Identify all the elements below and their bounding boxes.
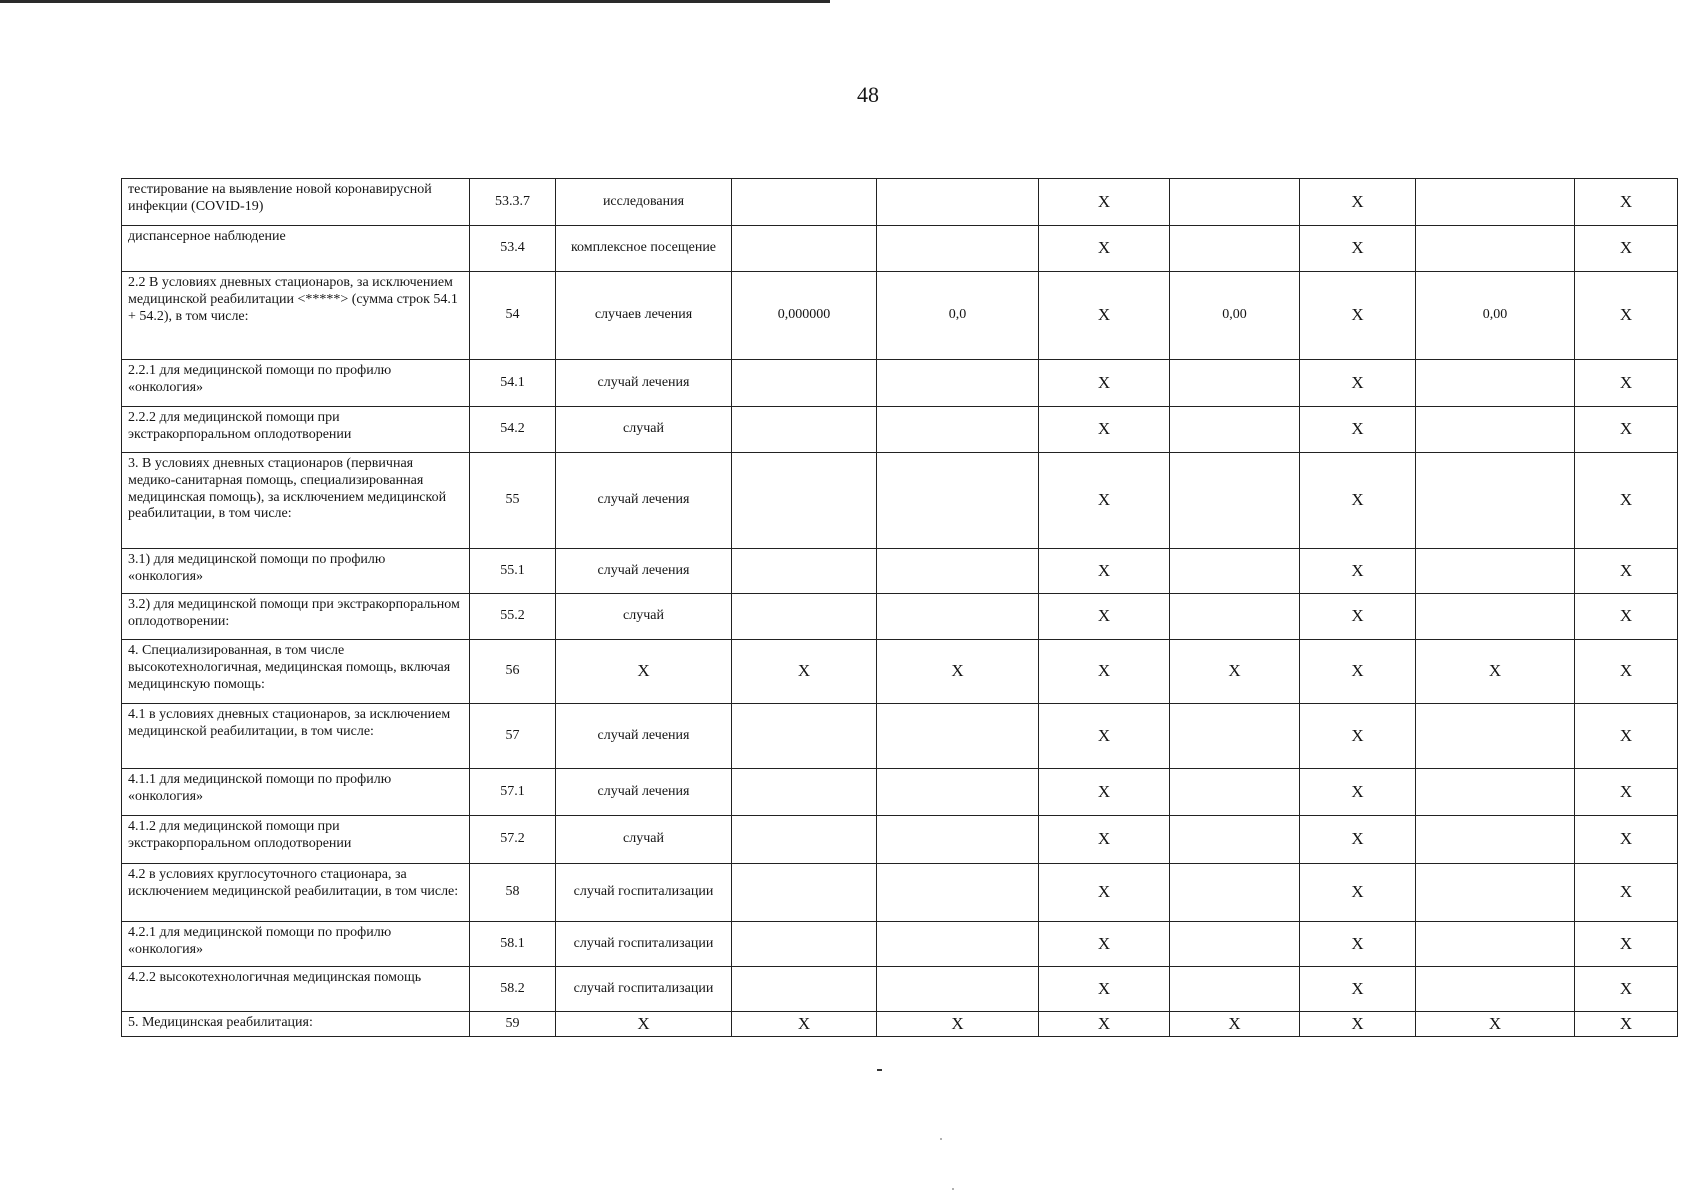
value-cell-c1 (732, 453, 877, 549)
unit-cell: случай госпитализации (556, 967, 732, 1012)
value-cell-c6 (1416, 816, 1575, 864)
value-cell-c5: X (1300, 640, 1416, 704)
row-number-cell: 57 (470, 704, 556, 769)
value-cell-c5: X (1300, 704, 1416, 769)
value-cell-c5: X (1300, 594, 1416, 640)
value-cell-c1 (732, 967, 877, 1012)
unit-cell: случай (556, 407, 732, 453)
row-name-cell: 4.2.1 для медицинской помощи по профилю «онкология» (122, 922, 470, 967)
row-name-cell: 2.2.2 для медицинской помощи при экстракорпоральном оплодотворении (122, 407, 470, 453)
value-cell-c6 (1416, 967, 1575, 1012)
value-cell-c5: X (1300, 549, 1416, 594)
value-cell-c5: X (1300, 967, 1416, 1012)
value-cell-c7: X (1575, 549, 1678, 594)
value-cell-c3: X (1039, 360, 1170, 407)
value-cell-c3: X (1039, 1012, 1170, 1037)
unit-cell: случай (556, 594, 732, 640)
row-name-cell: 5. Медицинская реабилитация: (122, 1012, 470, 1037)
value-cell-c3: X (1039, 816, 1170, 864)
value-cell-c3: X (1039, 272, 1170, 360)
value-cell-c4 (1170, 816, 1300, 864)
row-name-cell: 2.2 В условиях дневных стационаров, за исключением медицинской реабилитации <*****> (сумма строк 54.1 + 54.2), в том числе: (122, 272, 470, 360)
row-number-cell: 55.1 (470, 549, 556, 594)
value-cell-c1 (732, 864, 877, 922)
value-cell-c6 (1416, 549, 1575, 594)
row-number-cell: 57.2 (470, 816, 556, 864)
unit-cell: X (556, 640, 732, 704)
value-cell-c3: X (1039, 864, 1170, 922)
value-cell-c5: X (1300, 864, 1416, 922)
row-number-cell: 53.4 (470, 226, 556, 272)
value-cell-c5: X (1300, 453, 1416, 549)
value-cell-c4 (1170, 594, 1300, 640)
row-name-cell: 3.2) для медицинской помощи при экстракорпоральном оплодотворении: (122, 594, 470, 640)
value-cell-c6 (1416, 453, 1575, 549)
value-cell-c7: X (1575, 594, 1678, 640)
unit-cell: случаев лечения (556, 272, 732, 360)
table-row (122, 1012, 1678, 1037)
value-cell-c1 (732, 704, 877, 769)
value-cell-c4 (1170, 179, 1300, 226)
value-cell-c6: X (1416, 640, 1575, 704)
row-name-cell: 4.1.1 для медицинской помощи по профилю «онкология» (122, 769, 470, 816)
value-cell-c7: X (1575, 769, 1678, 816)
value-cell-c4: X (1170, 640, 1300, 704)
value-cell-c4 (1170, 769, 1300, 816)
table-row (122, 179, 1678, 226)
unit-cell: комплексное посещение (556, 226, 732, 272)
value-cell-c6 (1416, 594, 1575, 640)
value-cell-c7: X (1575, 864, 1678, 922)
value-cell-c7: X (1575, 179, 1678, 226)
row-name-cell: 3.1) для медицинской помощи по профилю «онкология» (122, 549, 470, 594)
value-cell-c5: X (1300, 769, 1416, 816)
value-cell-c4 (1170, 226, 1300, 272)
table-row (122, 594, 1678, 640)
value-cell-c3: X (1039, 704, 1170, 769)
value-cell-c1 (732, 549, 877, 594)
value-cell-c5: X (1300, 922, 1416, 967)
value-cell-c1 (732, 360, 877, 407)
value-cell-c4 (1170, 967, 1300, 1012)
value-cell-c6 (1416, 769, 1575, 816)
value-cell-c7: X (1575, 272, 1678, 360)
scan-dot (952, 1188, 954, 1190)
value-cell-c2 (877, 226, 1039, 272)
value-cell-c2: X (877, 640, 1039, 704)
value-cell-c6: 0,00 (1416, 272, 1575, 360)
value-cell-c7: X (1575, 226, 1678, 272)
value-cell-c5: X (1300, 272, 1416, 360)
value-cell-c7: X (1575, 453, 1678, 549)
value-cell-c4: 0,00 (1170, 272, 1300, 360)
table-row (122, 272, 1678, 360)
value-cell-c2 (877, 864, 1039, 922)
value-cell-c7: X (1575, 922, 1678, 967)
value-cell-c7: X (1575, 967, 1678, 1012)
value-cell-c4 (1170, 360, 1300, 407)
row-number-cell: 55 (470, 453, 556, 549)
row-name-cell: 4.2.2 высокотехнологичная медицинская помощь (122, 967, 470, 1012)
stray-mark (877, 1069, 882, 1071)
value-cell-c1 (732, 407, 877, 453)
value-cell-c5: X (1300, 816, 1416, 864)
value-cell-c2 (877, 769, 1039, 816)
value-cell-c3: X (1039, 922, 1170, 967)
value-cell-c1 (732, 179, 877, 226)
row-number-cell: 55.2 (470, 594, 556, 640)
value-cell-c7: X (1575, 407, 1678, 453)
unit-cell: случай лечения (556, 549, 732, 594)
value-cell-c4 (1170, 453, 1300, 549)
row-name-cell: 3. В условиях дневных стационаров (первичная медико-санитарная помощь, специализированная медицинская помощь), за исключением медицинской реабилитации, в том числе: (122, 453, 470, 549)
table-row (122, 816, 1678, 864)
unit-cell: случай госпитализации (556, 864, 732, 922)
table-row (122, 640, 1678, 704)
row-name-cell: диспансерное наблюдение (122, 226, 470, 272)
value-cell-c2 (877, 967, 1039, 1012)
unit-cell: случай лечения (556, 453, 732, 549)
row-number-cell: 58.1 (470, 922, 556, 967)
value-cell-c4: X (1170, 1012, 1300, 1037)
value-cell-c5: X (1300, 1012, 1416, 1037)
value-cell-c2 (877, 179, 1039, 226)
value-cell-c7: X (1575, 704, 1678, 769)
value-cell-c2: 0,0 (877, 272, 1039, 360)
table-row (122, 407, 1678, 453)
row-name-cell: 2.2.1 для медицинской помощи по профилю «онкология» (122, 360, 470, 407)
value-cell-c5: X (1300, 407, 1416, 453)
table-row (122, 453, 1678, 549)
value-cell-c5: X (1300, 179, 1416, 226)
value-cell-c6 (1416, 407, 1575, 453)
unit-cell: случай (556, 816, 732, 864)
row-name-cell: тестирование на выявление новой коронавирусной инфекции (COVID-19) (122, 179, 470, 226)
unit-cell: случай лечения (556, 704, 732, 769)
row-number-cell: 57.1 (470, 769, 556, 816)
value-cell-c2 (877, 816, 1039, 864)
top-rule (0, 0, 830, 3)
row-name-cell: 4.1.2 для медицинской помощи при экстракорпоральном оплодотворении (122, 816, 470, 864)
value-cell-c3: X (1039, 226, 1170, 272)
value-cell-c7: X (1575, 640, 1678, 704)
value-cell-c5: X (1300, 360, 1416, 407)
value-cell-c2 (877, 922, 1039, 967)
table-row (122, 967, 1678, 1012)
row-number-cell: 59 (470, 1012, 556, 1037)
value-cell-c3: X (1039, 549, 1170, 594)
value-cell-c1 (732, 226, 877, 272)
value-cell-c1 (732, 594, 877, 640)
row-name-cell: 4.2 в условиях круглосуточного стационара, за исключением медицинской реабилитации, в том числе: (122, 864, 470, 922)
value-cell-c4 (1170, 704, 1300, 769)
table-row (122, 704, 1678, 769)
row-number-cell: 58.2 (470, 967, 556, 1012)
value-cell-c2 (877, 704, 1039, 769)
value-cell-c1: X (732, 640, 877, 704)
value-cell-c7: X (1575, 1012, 1678, 1037)
value-cell-c3: X (1039, 594, 1170, 640)
unit-cell: исследования (556, 179, 732, 226)
value-cell-c4 (1170, 864, 1300, 922)
value-cell-c2 (877, 453, 1039, 549)
value-cell-c1 (732, 922, 877, 967)
value-cell-c3: X (1039, 769, 1170, 816)
value-cell-c3: X (1039, 407, 1170, 453)
value-cell-c5: X (1300, 226, 1416, 272)
value-cell-c2 (877, 549, 1039, 594)
table-row (122, 549, 1678, 594)
value-cell-c1: 0,000000 (732, 272, 877, 360)
value-cell-c4 (1170, 549, 1300, 594)
unit-cell: случай лечения (556, 360, 732, 407)
table-row (122, 769, 1678, 816)
value-cell-c6 (1416, 360, 1575, 407)
value-cell-c1 (732, 769, 877, 816)
value-cell-c6 (1416, 922, 1575, 967)
value-cell-c7: X (1575, 360, 1678, 407)
value-cell-c6: X (1416, 1012, 1575, 1037)
value-cell-c4 (1170, 407, 1300, 453)
value-cell-c3: X (1039, 179, 1170, 226)
value-cell-c6 (1416, 864, 1575, 922)
row-number-cell: 53.3.7 (470, 179, 556, 226)
value-cell-c6 (1416, 226, 1575, 272)
value-cell-c2 (877, 594, 1039, 640)
value-cell-c2 (877, 407, 1039, 453)
table-row (122, 360, 1678, 407)
page-number: 48 (857, 82, 879, 107)
value-cell-c3: X (1039, 967, 1170, 1012)
row-number-cell: 56 (470, 640, 556, 704)
value-cell-c2 (877, 360, 1039, 407)
value-cell-c6 (1416, 704, 1575, 769)
value-cell-c7: X (1575, 816, 1678, 864)
table-row (122, 864, 1678, 922)
row-number-cell: 54 (470, 272, 556, 360)
value-cell-c3: X (1039, 453, 1170, 549)
row-name-cell: 4. Специализированная, в том числе высокотехнологичная, медицинская помощь, включая медицинскую помощь: (122, 640, 470, 704)
unit-cell: случай госпитализации (556, 922, 732, 967)
data-table (121, 178, 1678, 1037)
row-number-cell: 54.1 (470, 360, 556, 407)
value-cell-c6 (1416, 179, 1575, 226)
row-number-cell: 54.2 (470, 407, 556, 453)
table-row (122, 922, 1678, 967)
row-number-cell: 58 (470, 864, 556, 922)
scan-dot (940, 1138, 942, 1140)
row-name-cell: 4.1 в условиях дневных стационаров, за исключением медицинской реабилитации, в том числе: (122, 704, 470, 769)
value-cell-c4 (1170, 922, 1300, 967)
unit-cell: случай лечения (556, 769, 732, 816)
table-row (122, 226, 1678, 272)
value-cell-c1 (732, 816, 877, 864)
value-cell-c1: X (732, 1012, 877, 1037)
value-cell-c3: X (1039, 640, 1170, 704)
unit-cell: X (556, 1012, 732, 1037)
value-cell-c2: X (877, 1012, 1039, 1037)
